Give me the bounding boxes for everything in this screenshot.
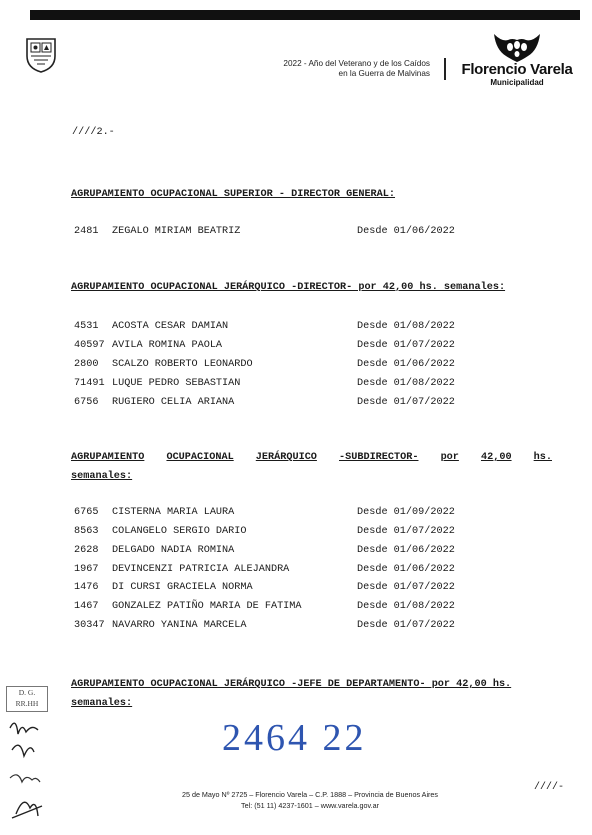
footer-contact: Tel: (51 11) 4237-1601 – www.varela.gov.ar (241, 801, 379, 810)
employee-code: 30347 (74, 620, 105, 631)
stamped-resolution-number: 2464 22 (222, 717, 367, 759)
title-word: JERÁRQUICO (255, 452, 317, 463)
footer (150, 789, 470, 811)
start-date: Desde 01/08/2022 (357, 321, 455, 332)
employee-name: RUGIERO CELIA ARIANA (112, 397, 235, 408)
employee-code: 2800 (74, 359, 99, 370)
employee-code: 1467 (74, 601, 99, 612)
title-word: 42,00 (480, 452, 512, 463)
employee-name: GONZALEZ PATIÑO MARIA DE FATIMA (112, 601, 302, 612)
stamp-line-1: D. G. (18, 688, 36, 697)
stamp-line-2: RR.HH (15, 699, 39, 708)
top-bar (30, 10, 580, 20)
employee-code: 1967 (74, 564, 99, 575)
title-word: por (440, 452, 459, 463)
employee-code: 4531 (74, 321, 99, 332)
start-date: Desde 01/06/2022 (357, 564, 455, 575)
employee-name: ZEGALO MIRIAM BEATRIZ (112, 226, 241, 237)
employee-name: ACOSTA CESAR DAMIAN (112, 321, 229, 332)
page-reference: ////2.- (72, 127, 115, 138)
header-divider (444, 58, 446, 80)
start-date: Desde 01/08/2022 (357, 378, 455, 389)
page-continuation-mark: ////- (534, 782, 565, 793)
title-word: AGRUPAMIENTO (71, 452, 145, 463)
slogan-line-2: en la Guerra de Malvinas (338, 69, 430, 78)
footer-address: 25 de Mayo Nº 2725 – Florencio Varela – C.P. 1888 – Provincia de Buenos Aires (181, 790, 439, 799)
florencio-varela-logo-icon (492, 30, 542, 64)
start-date: Desde 01/06/2022 (357, 359, 455, 370)
employee-name: NAVARRO YANINA MARCELA (112, 620, 247, 631)
section-title-director-general: AGRUPAMIENTO OCUPACIONAL SUPERIOR - DIRECTOR GENERAL: (71, 189, 396, 200)
employee-code: 8563 (74, 526, 99, 537)
employee-code: 2481 (74, 226, 99, 237)
employee-name: DELGADO NADIA ROMINA (112, 545, 235, 556)
start-date: Desde 01/07/2022 (357, 582, 455, 593)
start-date: Desde 01/06/2022 (357, 545, 455, 556)
brand (452, 62, 582, 87)
employee-code: 71491 (74, 378, 105, 389)
employee-name: DI CURSI GRACIELA NORMA (112, 582, 253, 593)
commemorative-slogan (230, 59, 430, 79)
municipal-crest-icon (25, 36, 57, 74)
employee-code: 1476 (74, 582, 99, 593)
employee-name: SCALZO ROBERTO LEONARDO (112, 359, 253, 370)
employee-code: 6765 (74, 507, 99, 518)
title-word: hs. (533, 452, 552, 463)
employee-code: 6756 (74, 397, 99, 408)
handwritten-initials-icon (2, 686, 48, 826)
brand-subtitle: Municipalidad (490, 78, 544, 87)
slogan-line-1: 2022 - Año del Veterano y de los Caídos (283, 59, 430, 68)
start-date: Desde 01/08/2022 (357, 601, 455, 612)
start-date: Desde 01/07/2022 (357, 620, 455, 631)
title-word: -SUBDIRECTOR- (339, 452, 419, 463)
employee-name: COLANGELO SERGIO DARIO (112, 526, 247, 537)
section-title-subdirector (71, 452, 552, 463)
section-title-continuation: semanales: (71, 698, 133, 709)
start-date: Desde 01/06/2022 (357, 226, 455, 237)
section-title-continuation: semanales: (71, 471, 133, 482)
employee-name: LUQUE PEDRO SEBASTIAN (112, 378, 241, 389)
start-date: Desde 01/07/2022 (357, 526, 455, 537)
title-word: OCUPACIONAL (166, 452, 234, 463)
employee-code: 40597 (74, 340, 105, 351)
employee-code: 2628 (74, 545, 99, 556)
start-date: Desde 01/09/2022 (357, 507, 455, 518)
start-date: Desde 01/07/2022 (357, 397, 455, 408)
employee-name: CISTERNA MARIA LAURA (112, 507, 235, 518)
section-title-director: AGRUPAMIENTO OCUPACIONAL JERÁRQUICO -DIRECTOR- por 42,00 hs. semanales: (71, 282, 506, 293)
section-title-jefe-departamento: AGRUPAMIENTO OCUPACIONAL JERÁRQUICO -JEFE DE DEPARTAMENTO- por 42,00 hs. (71, 679, 512, 690)
start-date: Desde 01/07/2022 (357, 340, 455, 351)
employee-name: DEVINCENZI PATRICIA ALEJANDRA (112, 564, 290, 575)
brand-name: Florencio Varela (461, 61, 573, 78)
employee-name: AVILA ROMINA PAOLA (112, 340, 223, 351)
